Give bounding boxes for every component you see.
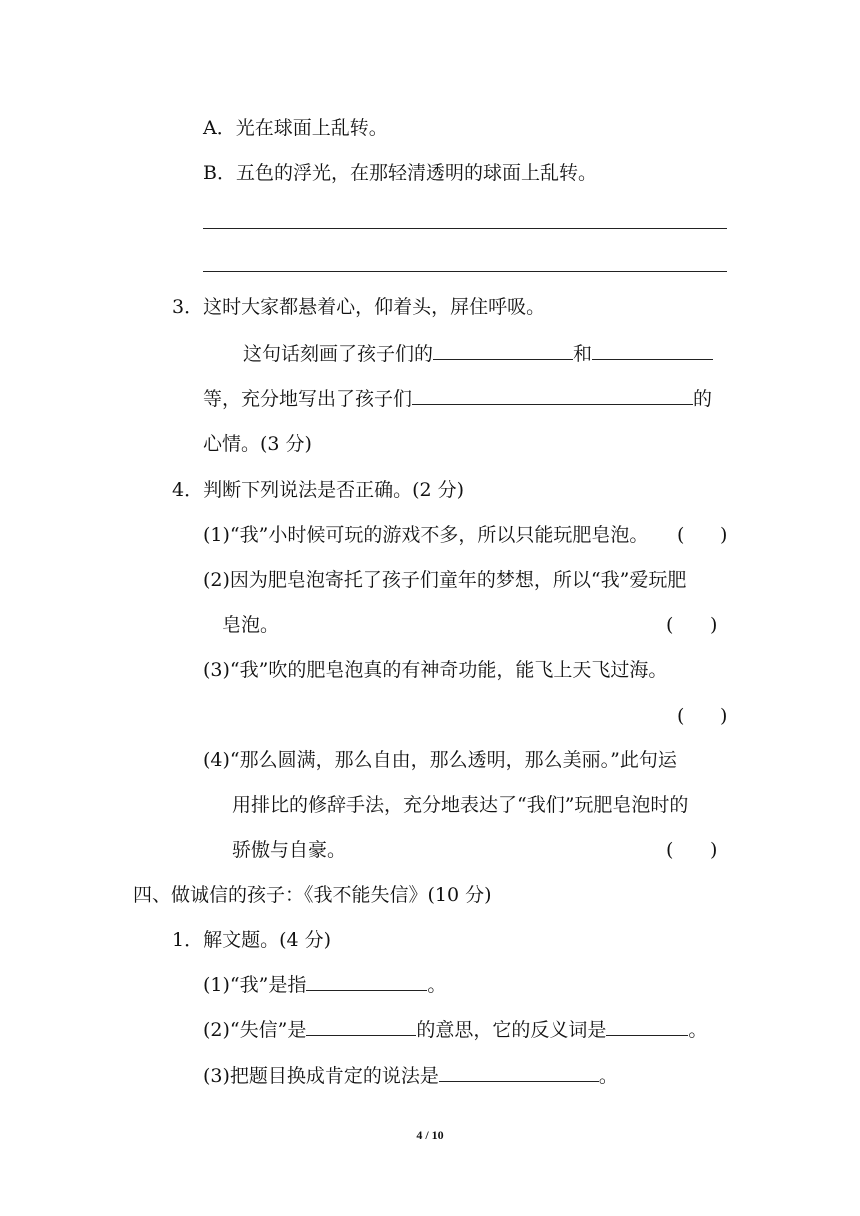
blank-3a[interactable] (433, 341, 573, 360)
answer-paren-close-1[interactable]: ) (720, 524, 728, 546)
answer-paren-open-4[interactable]: ( (666, 839, 674, 861)
statement-3: (3)“我”吹的肥皂泡真的有神奇功能，能飞上天飞过海。 (203, 659, 668, 681)
sub-question-3: (3)把题目换成肯定的说法是 。 (203, 1065, 618, 1087)
statement-1: (1)“我”小时候可玩的游戏不多，所以只能玩肥皂泡。 (203, 524, 649, 546)
page-number: 4 / 10 (416, 1128, 444, 1142)
question-3-line-2: 等，充分地写出了孩子们 的 (203, 388, 713, 410)
question-3-line-3: 心情。(3 分) (203, 433, 312, 455)
answer-paren-close-4[interactable]: ) (710, 839, 718, 861)
answer-line-2[interactable] (203, 271, 727, 272)
sub-question-2: (2)“失信”是 的意思，它的反义词是 。 (203, 1019, 708, 1041)
answer-paren-close-2[interactable]: ) (710, 614, 718, 636)
blank-4-1[interactable] (306, 972, 427, 991)
section-4-question-1: 1．解文题。(4 分) (172, 929, 332, 951)
section-4-title: 四、做诚信的孩子：《我不能失信》(10 分) (133, 884, 492, 906)
statement-2-cont: 皂泡。 (222, 614, 280, 636)
statement-4: (4)“那么圆满，那么自由，那么透明，那么美丽。”此句运 (203, 749, 677, 771)
sub-question-1: (1)“我”是指 。 (203, 974, 447, 996)
blank-4-3[interactable] (439, 1063, 599, 1082)
blank-4-2b[interactable] (606, 1017, 688, 1036)
blank-3b[interactable] (592, 341, 713, 360)
option-a: A．光在球面上乱转。 (203, 117, 388, 139)
statement-2: (2)因为肥皂泡寄托了孩子们童年的梦想，所以“我”爱玩肥 (203, 569, 687, 591)
statement-4-cont2: 骄傲与自豪。 (232, 839, 347, 861)
blank-3c[interactable] (412, 386, 693, 405)
answer-paren-open-3[interactable]: ( (677, 705, 685, 727)
statement-4-cont: 用排比的修辞手法，充分地表达了“我们”玩肥皂泡时的 (232, 794, 689, 816)
blank-4-2a[interactable] (306, 1017, 416, 1036)
question-3-prompt: 3．这时大家都悬着心，仰着头，屏住呼吸。 (172, 296, 546, 318)
answer-paren-open-2[interactable]: ( (666, 614, 674, 636)
option-b: B．五色的浮光，在那轻清透明的球面上乱转。 (203, 162, 597, 184)
question-4-prompt: 4．判断下列说法是否正确。(2 分) (172, 479, 465, 501)
answer-paren-close-3[interactable]: ) (720, 705, 728, 727)
question-3-line-1: 这句话刻画了孩子们的 和 (243, 341, 713, 367)
answer-line-1[interactable] (203, 228, 727, 229)
answer-paren-open-1[interactable]: ( (677, 524, 685, 546)
